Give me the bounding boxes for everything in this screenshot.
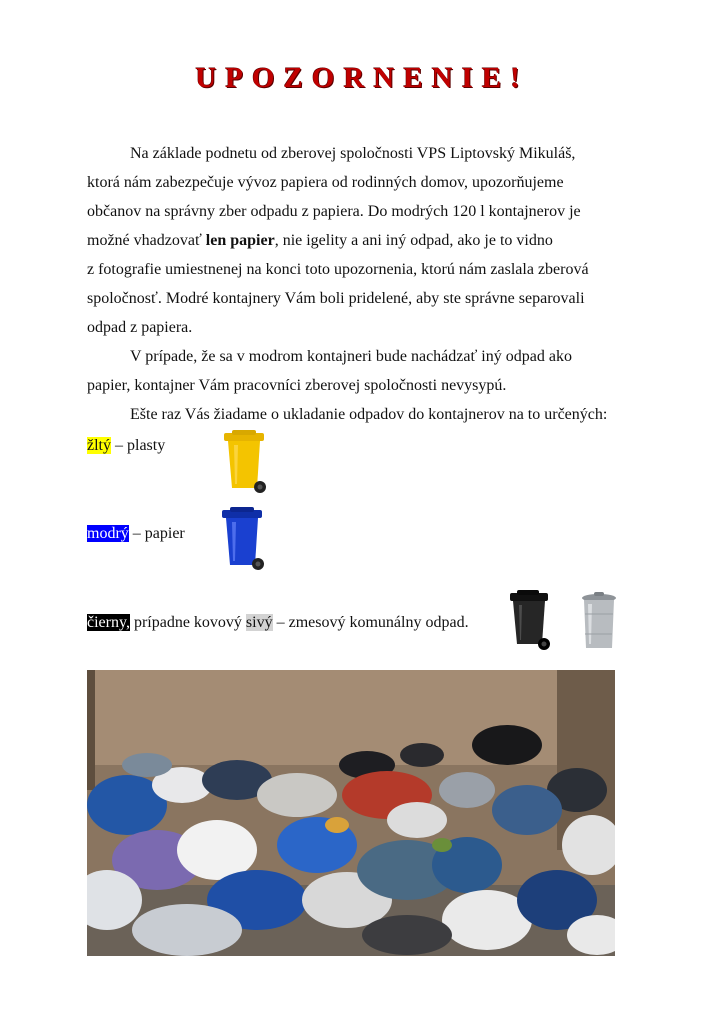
blue-bin-icon (220, 507, 268, 573)
emphasis-len-papier: len papier (205, 232, 275, 249)
bin-row-black-gray (87, 613, 469, 633)
label-gray: sivý (245, 614, 273, 631)
paragraph-1-line-7: odpad z papiera. (87, 319, 193, 336)
waste-photo (87, 670, 615, 956)
paragraph-1-line-6: spoločnosť. Modré kontajnery Vám boli pridelené, aby ste správne separovali (87, 290, 585, 307)
desc-yellow: – plasty (111, 437, 166, 454)
gray-bin-icon (580, 592, 618, 652)
paragraph-2-line-2: papier, kontajner Vám pracovníci zberovej spoločnosti nevysypú. (87, 377, 507, 394)
paragraph-1-line-3: občanov na správny zber odpadu z papiera. Do modrých 120 l kontajnerov je (87, 203, 581, 220)
desc-blue: – papier (128, 525, 185, 542)
label-blue: modrý (87, 525, 129, 542)
bin-row-blue (87, 524, 185, 544)
desc-black-gray: – zmesový komunálny odpad. (272, 614, 469, 631)
paragraph-2-line-1: V prípade, že sa v modrom kontajneri bude nachádzať iný odpad ako (130, 348, 572, 365)
black-bin-icon (508, 590, 552, 652)
bin-row-yellow (87, 436, 165, 456)
label-black: čierny, (87, 614, 130, 631)
page-title: UPOZORNENIE! (195, 62, 529, 94)
paragraph-1-line-4 (87, 231, 553, 251)
mixed-waste-photo-icon (87, 670, 615, 956)
paragraph-1-line-5: z fotografie umiestnenej na konci toto upozornenia, ktorú nám zaslala zberová (87, 261, 589, 278)
label-yellow: žltý (87, 437, 111, 454)
paragraph-1-line-4-post: , nie igelity a ani iný odpad, ako je to vidno (274, 232, 553, 249)
paragraph-1-line-1: Na základe podnetu od zberovej spoločnosti VPS Liptovský Mikuláš, (130, 145, 576, 162)
paragraph-1-line-4-pre: možné vhadzovať (87, 232, 206, 249)
paragraph-3-line-1: Ešte raz Vás žiadame o ukladanie odpadov do kontajnerov na to určených: (130, 406, 608, 423)
yellow-bin-icon (222, 430, 270, 496)
mid-text: prípadne kovový (129, 614, 246, 631)
paragraph-1-line-2: ktorá nám zabezpečuje vývoz papiera od rodinných domov, upozorňujeme (87, 174, 564, 191)
